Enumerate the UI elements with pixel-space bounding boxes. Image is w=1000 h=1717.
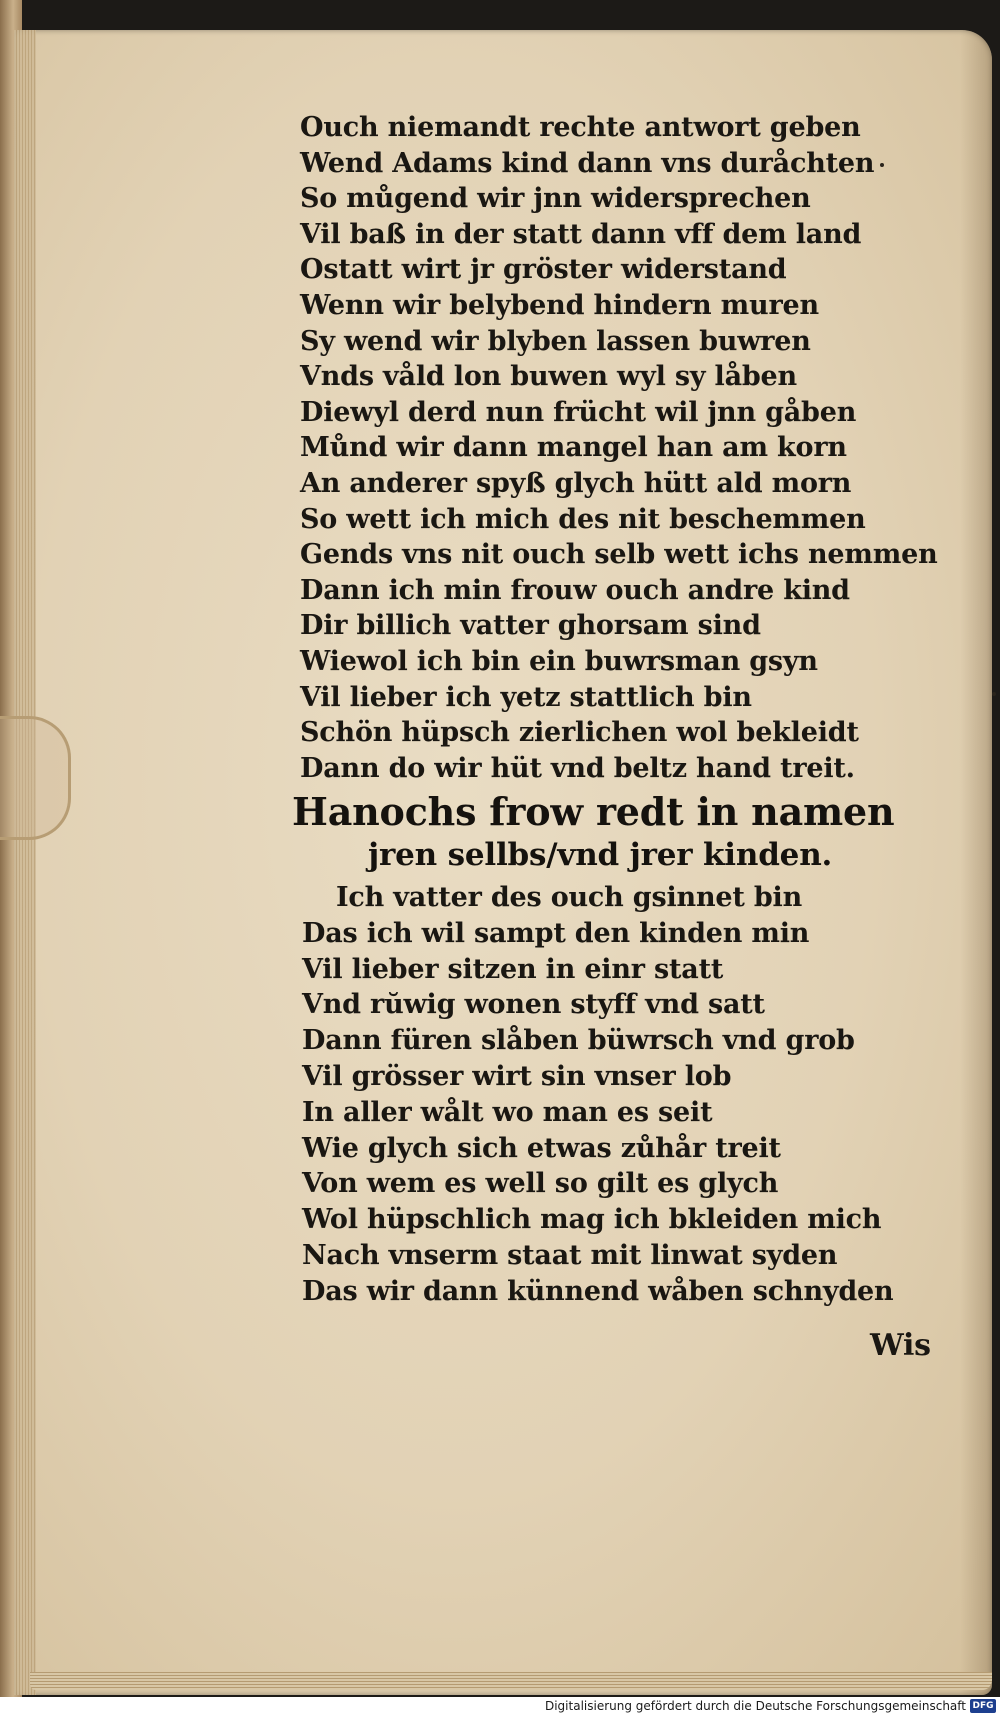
verse-line: Wenn wir belybend hindern muren bbox=[300, 290, 819, 321]
verse-line: Vil baß in der statt dann vff dem land bbox=[300, 218, 862, 250]
verse-line: Von wem es well so gilt es glych bbox=[302, 1168, 779, 1200]
digitization-footer bbox=[0, 1697, 1000, 1717]
verse-line: Das ich wil sampt den kinden min bbox=[302, 917, 810, 949]
verse-line: Ostatt wirt jr gröster widerstand bbox=[300, 254, 787, 286]
verse-line: Diewyl derd nun frücht wil jnn gåben bbox=[300, 396, 857, 428]
page-right-curl bbox=[960, 30, 992, 1695]
catchword: Wis bbox=[870, 1328, 931, 1363]
section-heading: Hanochs frow redt in namen bbox=[292, 789, 895, 834]
verse-line: An anderer spyß glych hütt ald morn bbox=[300, 468, 852, 499]
verse-line: So můgend wir jnn widersprechen bbox=[300, 183, 811, 215]
verse-line: Wiewol ich bin ein buwrsman gsyn bbox=[300, 646, 818, 677]
section-subheading: jren sellbs/vnd jrer kinden. bbox=[368, 837, 833, 873]
verse-line: Můnd wir dann mangel han am korn bbox=[300, 432, 847, 464]
verse-line: Vnd rŭwig wonen styff vnd satt bbox=[302, 989, 765, 1021]
verse-line: Dann ich min frouw ouch andre kind bbox=[300, 574, 850, 606]
verse-line: So wett ich mich des nit beschemmen bbox=[300, 503, 866, 535]
verse-line: Vil grösser wirt sin vnser lob bbox=[302, 1061, 732, 1092]
verse-line: Das wir dann künnend wåben schnyden bbox=[302, 1275, 894, 1307]
verse-line: Dann do wir hüt vnd beltz hand treit. bbox=[300, 752, 855, 784]
verse-line: Sy wend wir blyben lassen buwren bbox=[300, 325, 811, 357]
page-stack-edge bbox=[14, 30, 36, 1695]
book-clasp bbox=[0, 716, 71, 840]
ink-speck bbox=[880, 163, 884, 167]
verse-line: Wol hüpschlich mag ich bkleiden mich bbox=[302, 1204, 882, 1236]
verse-line: Nach vnserm staat mit linwat syden bbox=[302, 1240, 838, 1271]
verse-line: Vil lieber ich yetz stattlich bin bbox=[300, 681, 752, 713]
verse-line: Dir billich vatter ghorsam sind bbox=[300, 610, 761, 642]
verse-line: Gends vns nit ouch selb wett ichs nemmen bbox=[300, 539, 938, 571]
verse-line: Wend Adams kind dann vns duråchten bbox=[300, 147, 875, 179]
verse-line: Ouch niemandt rechte antwort geben bbox=[300, 112, 861, 143]
ink-speck bbox=[992, 692, 996, 696]
verse-line: Ich vatter des ouch gsinnet bin bbox=[336, 882, 803, 913]
footer-credit: Digitalisierung gefördert durch die Deutsche Forschungsgemeinschaft bbox=[544, 1699, 966, 1713]
dfg-logo: DFG bbox=[970, 1699, 996, 1713]
verse-line: Vnds våld lon buwen wyl sy låben bbox=[300, 361, 797, 393]
verse-line: Schön hüpsch zierlichen wol bekleidt bbox=[300, 717, 859, 749]
verse-line: Wie glych sich etwas zůhår treit bbox=[302, 1132, 781, 1164]
page-bottom-edge bbox=[30, 1672, 992, 1690]
verse-line: In aller wålt wo man es seit bbox=[302, 1096, 713, 1128]
verse-line: Dann füren slåben büwrsch vnd grob bbox=[302, 1025, 855, 1057]
verse-line: Vil lieber sitzen in einr statt bbox=[302, 953, 724, 985]
